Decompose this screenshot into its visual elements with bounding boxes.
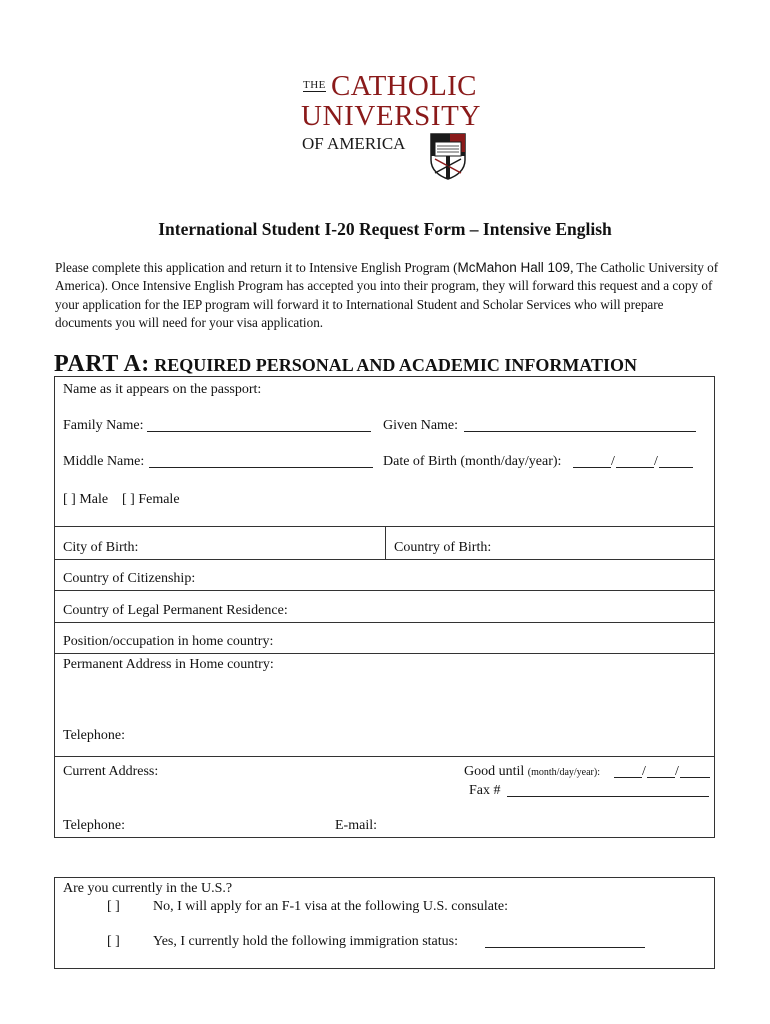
logo-the-text: THE (303, 79, 326, 91)
dob-day-field[interactable] (616, 455, 654, 468)
divider (55, 559, 714, 560)
male-checkbox[interactable]: [ ] Male (63, 492, 109, 507)
intro-location: McMahon Hall 109 (457, 260, 571, 275)
middle-name-field[interactable] (149, 455, 373, 468)
given-name-field[interactable] (464, 419, 696, 432)
dob-year-field[interactable] (659, 455, 693, 468)
residence-label: Country of Legal Permanent Residence: (63, 603, 288, 618)
divider (55, 653, 714, 654)
current-address-label: Current Address: (63, 764, 159, 779)
good-until-year-field[interactable] (680, 765, 710, 778)
logo-catholic-text: CATHOLIC (331, 70, 477, 102)
good-until-slash-2: / (675, 764, 679, 779)
divider (55, 590, 714, 591)
dob-slash-2: / (654, 454, 658, 469)
no-checkbox[interactable]: [ ] (107, 899, 120, 914)
part-a-prefix: PART A: (54, 351, 150, 377)
good-until-label (464, 764, 600, 780)
divider (55, 756, 714, 757)
family-name-field[interactable] (147, 419, 371, 432)
logo-america-text: OF AMERICA (302, 134, 406, 153)
immigration-status-field[interactable] (485, 935, 645, 948)
telephone-home-label: Telephone: (63, 728, 125, 743)
university-logo (301, 70, 481, 180)
good-until-text: Good until (464, 764, 525, 779)
part-a-heading (54, 351, 637, 378)
no-option-label: No, I will apply for an F-1 visa at the following U.S. consulate: (153, 899, 508, 914)
good-until-slash-1: / (642, 764, 646, 779)
family-name-label: Family Name: (63, 418, 144, 433)
logo-university-text: UNIVERSITY (301, 100, 481, 132)
form-title: International Student I-20 Request Form – Intensive English (158, 219, 612, 239)
city-of-birth-label: City of Birth: (63, 540, 139, 555)
dob-month-field[interactable] (573, 455, 611, 468)
in-us-question: Are you currently in the U.S.? (63, 881, 233, 896)
yes-checkbox[interactable]: [ ] (107, 934, 120, 949)
shield-crest-icon (429, 132, 467, 180)
dob-label: Date of Birth (month/day/year): (383, 454, 562, 469)
personal-info-section (54, 376, 715, 838)
dob-slash-1: / (611, 454, 615, 469)
given-name-label: Given Name: (383, 418, 459, 433)
part-a-title: REQUIRED PERSONAL AND ACADEMIC INFORMATION (154, 355, 637, 375)
intro-paragraph (55, 259, 720, 332)
intro-text-part2: , The Catholic University of America). Once Intensive English Program has accepted you into their program, they will forward this request and a copy of your application for the IEP program will forward it to International Student and Scholar Services who will prepare documents you will need for your visa application. (55, 260, 719, 330)
permanent-address-label: Permanent Address in Home country: (63, 657, 274, 672)
fax-label: Fax # (469, 783, 501, 798)
female-checkbox[interactable]: [ ] Female (122, 492, 180, 507)
intro-text-part1: Please complete this application and return it to Intensive English Program ( (55, 260, 458, 275)
passport-name-label: Name as it appears on the passport: (63, 382, 262, 397)
good-until-day-field[interactable] (647, 765, 675, 778)
middle-name-label: Middle Name: (63, 454, 145, 469)
us-status-section (54, 877, 715, 969)
email-label: E-mail: (335, 818, 377, 833)
fax-field[interactable] (507, 784, 709, 797)
telephone-current-label: Telephone: (63, 818, 125, 833)
good-until-month-field[interactable] (614, 765, 642, 778)
divider (385, 526, 386, 559)
occupation-label: Position/occupation in home country: (63, 634, 274, 649)
yes-option-label: Yes, I currently hold the following immigration status: (153, 934, 458, 949)
good-until-format: (month/day/year): (527, 767, 600, 778)
divider (55, 622, 714, 623)
country-of-birth-label: Country of Birth: (394, 540, 492, 555)
citizenship-label: Country of Citizenship: (63, 571, 196, 586)
